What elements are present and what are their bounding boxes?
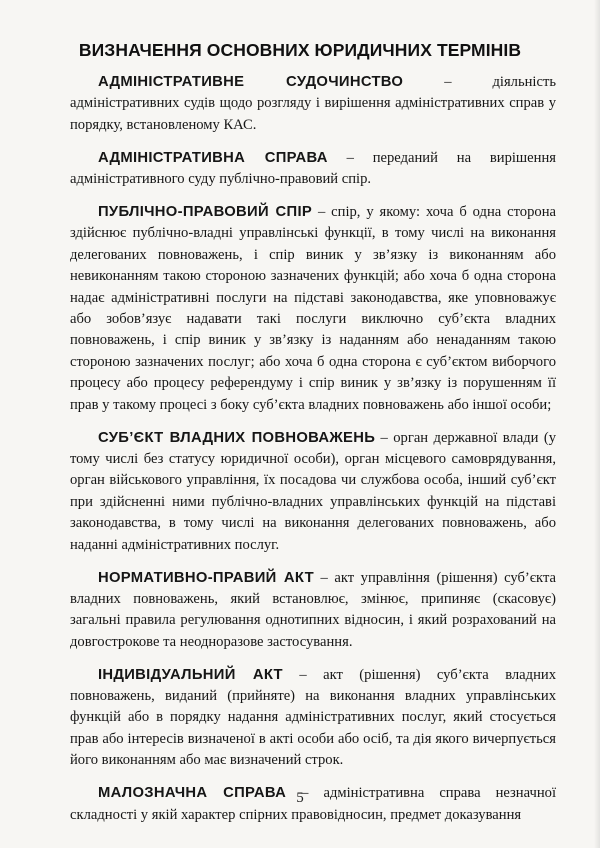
definition-term: ПУБЛІЧНО-ПРАВОВИЙ СПІР [98, 204, 313, 221]
definition-text: – діяльність адміністративних судів щодо розгляду і вирішення адміністративних справ у порядку, встановленому КАС. [70, 74, 556, 133]
definition-entry [70, 568, 556, 654]
definition-text: – переданий на вирішення адміністративного суду публічно-правовий спір. [70, 149, 556, 188]
definition-entry [70, 428, 556, 556]
definition-entry [70, 202, 556, 416]
definition-text: – спір, у якому: хоча б одна сторона здійснює публічно-владні управлінські функції, в тому числі на виконання делегованих повноважень, і спір виник у зв’язку із виконанням або невиконанням такою стороною зазначених функцій; або хоча б одна сторона надає адміністративні послуги на підставі законодавства, яке уповноважує або зобов’язує надавати такі послуги виключно суб’єкта владних повноважень, і спір виник у зв’язку із наданням або ненаданням такою стороною зазначених послуг; або хоча б одна сторона є суб’єктом виборчого процесу або процесу референдуму і спір виник у зв’язку із порушенням її прав у такому процесі з боку суб’єкта владних повноважень або іншої особи; [70, 204, 556, 413]
definitions-list [70, 72, 556, 838]
definition-text: – адміністративна справа незначної складності у якій характер спірних правовідносин, предмет доказування [70, 785, 556, 823]
page-number: 5 [296, 790, 304, 806]
definition-text: – акт (рішення) суб’єкта владних повноважень, виданий (прийняте) на виконання владних управлінських функцій або в порядку надання адміністративних послуг, який стосується прав або інтересів визначеної в акті особи або осіб, та дія якого вичерпується його виконанням або має визначений строк. [70, 666, 557, 769]
definition-term: ІНДИВІДУАЛЬНИЙ АКТ [98, 666, 283, 683]
definition-text: – акт управління (рішення) суб’єкта владних повноважень, який встановлює, змінює, припиняє (скасовує) загальні правила регулювання однотипних відносин, і який розрахований на довгострокове та неодноразове застосування. [70, 569, 556, 650]
definition-entry [70, 665, 556, 772]
definition-term: СУБ’ЄКТ ВЛАДНИХ ПОВНОВАЖЕНЬ [98, 429, 376, 446]
definition-term: АДМІНІСТРАТИВНЕ СУДОЧИНСТВО [98, 74, 404, 90]
page-title: ВИЗНАЧЕННЯ ОСНОВНИХ ЮРИДИЧНИХ ТЕРМІНІВ [78, 40, 522, 60]
definition-term: МАЛОЗНАЧНА СПРАВА [98, 785, 287, 802]
definition-text: – орган державної влади (у тому числі без статусу юридичної особи), орган місцевого самоврядування, орган військового управління, їх посадова чи службова особа, інший суб’єкт при здійсненні ними публічно-владних управлінських функцій на підставі законодавства, в тому числі на виконання делегованих повноважень, або наданні адміністративних послуг. [70, 429, 556, 553]
definition-entry [70, 148, 556, 191]
definition-term: НОРМАТИВНО-ПРАВИЙ АКТ [98, 569, 314, 586]
page-edge-shadow [594, 0, 600, 848]
definition-entry [70, 72, 556, 136]
definition-term: АДМІНІСТРАТИВНА СПРАВА [98, 149, 328, 166]
